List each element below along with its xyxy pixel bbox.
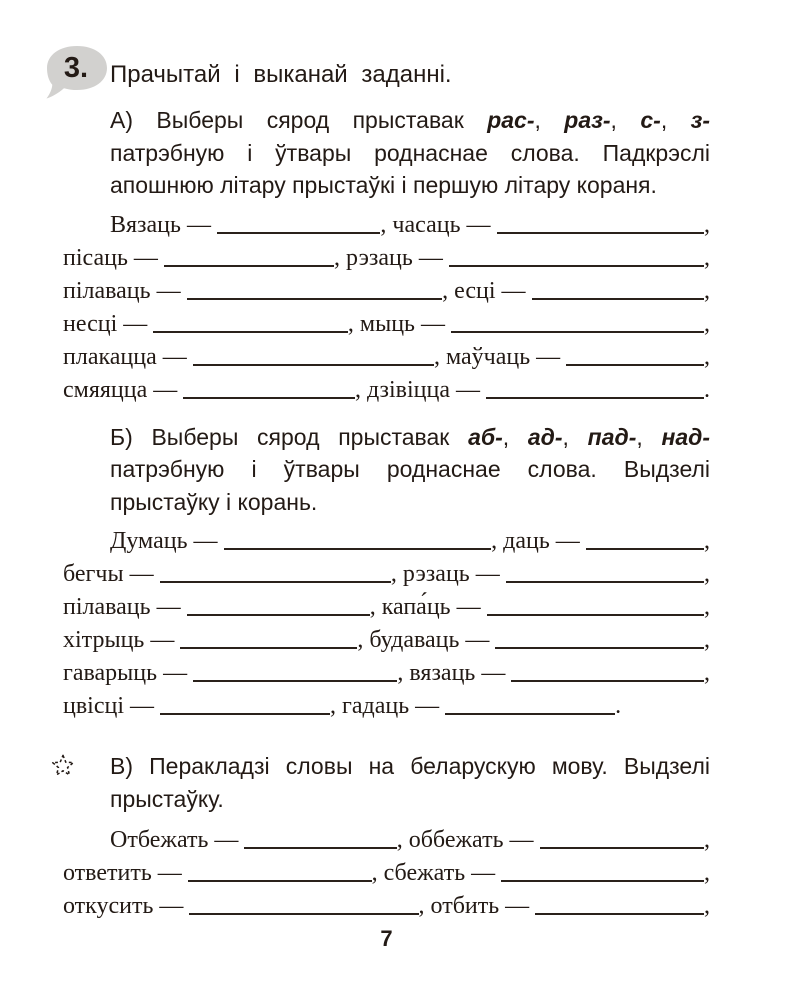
word-text: , оббежать — bbox=[396, 827, 540, 853]
section-a-instructions bbox=[110, 104, 710, 202]
word-line bbox=[63, 591, 710, 624]
word-text: , bbox=[704, 860, 710, 886]
answer-blank bbox=[180, 647, 357, 649]
word-text: , рэзаць — bbox=[334, 244, 449, 271]
word-text: Думаць — bbox=[110, 528, 224, 554]
answer-blank bbox=[497, 232, 704, 234]
text-run: патрэбную і ўтвары роднаснае слова. Выдзелі прыстаўку і корань. bbox=[110, 456, 710, 515]
word-text: , bbox=[704, 660, 710, 686]
section-c-instructions bbox=[110, 750, 710, 815]
word-text: , bbox=[704, 893, 710, 919]
word-text: , часаць — bbox=[380, 211, 497, 238]
text-run: А) Выберы сярод прыставак bbox=[110, 107, 488, 133]
section-a-wordlist bbox=[63, 209, 710, 407]
word-text: хітрыць — bbox=[63, 627, 181, 653]
word-line bbox=[63, 657, 710, 690]
word-line bbox=[63, 857, 710, 890]
word-text: , отбить — bbox=[418, 893, 536, 919]
answer-blank bbox=[244, 847, 396, 849]
word-text: , будаваць — bbox=[357, 627, 496, 653]
word-text: , даць — bbox=[491, 528, 586, 554]
word-text: плакацца — bbox=[63, 343, 193, 370]
answer-blank bbox=[506, 581, 704, 583]
word-text: пісаць — bbox=[63, 244, 164, 271]
answer-blank bbox=[449, 265, 704, 267]
prefix-term: рас- bbox=[487, 107, 535, 133]
word-text: , мыць — bbox=[347, 310, 451, 337]
word-line bbox=[63, 308, 710, 341]
word-text: бегчы — bbox=[63, 561, 160, 587]
section-c-wordlist bbox=[63, 824, 710, 923]
word-text: , bbox=[704, 528, 710, 554]
prefix-term: с- bbox=[640, 107, 661, 133]
word-text: , вязаць — bbox=[397, 660, 512, 686]
answer-blank bbox=[189, 913, 418, 915]
word-text: , bbox=[704, 561, 710, 587]
answer-blank bbox=[495, 647, 704, 649]
answer-blank bbox=[451, 331, 704, 333]
section-b-instructions bbox=[110, 421, 710, 519]
word-text: Вязаць — bbox=[110, 211, 217, 238]
word-text: , bbox=[704, 827, 710, 853]
word-line bbox=[63, 824, 710, 857]
word-text: пілаваць — bbox=[63, 594, 187, 620]
answer-blank bbox=[188, 880, 372, 882]
answer-blank bbox=[160, 581, 391, 583]
answer-blank bbox=[164, 265, 334, 267]
prefix-term: аб- bbox=[468, 423, 503, 450]
word-text: , bbox=[704, 211, 710, 238]
word-text: . bbox=[704, 376, 710, 403]
answer-blank bbox=[566, 364, 704, 366]
text-run: , bbox=[610, 107, 641, 133]
word-text: откусить — bbox=[63, 893, 190, 919]
word-line bbox=[63, 341, 710, 374]
answer-blank bbox=[160, 713, 330, 715]
word-line bbox=[63, 275, 710, 308]
answer-blank bbox=[501, 880, 704, 882]
word-text: , bbox=[704, 277, 710, 304]
exercise-title: Прачытай і выканай заданні. bbox=[110, 61, 452, 88]
answer-blank bbox=[586, 548, 704, 550]
word-text: несці — bbox=[63, 310, 154, 337]
prefix-term: над- bbox=[661, 423, 711, 450]
word-line bbox=[63, 690, 710, 723]
text-run: , bbox=[534, 107, 565, 133]
prefix-term: пад- bbox=[587, 423, 637, 450]
star-icon bbox=[50, 753, 76, 779]
prefix-term: ад- bbox=[527, 423, 563, 450]
text-run: , bbox=[636, 423, 662, 450]
word-line bbox=[63, 624, 710, 657]
answer-blank bbox=[224, 548, 492, 550]
text-run: , bbox=[660, 107, 691, 133]
word-text: , маўчаць — bbox=[433, 343, 567, 370]
word-text: , гадаць — bbox=[330, 693, 446, 719]
word-line bbox=[63, 525, 710, 558]
word-text: цвісці — bbox=[63, 693, 161, 719]
exercise-number: 3. bbox=[63, 52, 89, 84]
answer-blank bbox=[487, 614, 704, 616]
prefix-term: з- bbox=[690, 107, 711, 133]
word-text: , bbox=[704, 594, 710, 620]
word-line bbox=[63, 242, 710, 275]
word-text: , bbox=[704, 343, 710, 370]
word-text: , рэзаць — bbox=[390, 561, 506, 587]
word-text: ответить — bbox=[63, 860, 188, 886]
section-b-wordlist bbox=[63, 525, 710, 723]
word-text: . bbox=[615, 693, 622, 719]
text-run: В) Перакладзі словы на беларускую мову. Выдзелі прыстаўку. bbox=[110, 753, 710, 812]
text-run: патрэбную і ўтвары роднаснае слова. Падкрэслі апошнюю літару прыстаўкі і першую літару кораня. bbox=[110, 139, 710, 198]
answer-blank bbox=[511, 680, 704, 682]
answer-blank bbox=[187, 614, 370, 616]
page-number: 7 bbox=[380, 926, 393, 951]
exercise-number-bubble bbox=[44, 44, 110, 104]
answer-blank bbox=[187, 298, 443, 300]
word-line bbox=[63, 209, 710, 242]
answer-blank bbox=[532, 298, 704, 300]
text-run: , bbox=[502, 423, 528, 450]
word-text: гаварыць — bbox=[63, 660, 194, 686]
word-line bbox=[63, 890, 710, 923]
word-text: Отбежать — bbox=[110, 827, 245, 853]
prefix-term: раз- bbox=[564, 107, 611, 133]
answer-blank bbox=[217, 232, 380, 234]
word-text: , bbox=[704, 627, 710, 653]
answer-blank bbox=[193, 680, 397, 682]
answer-blank bbox=[183, 397, 355, 399]
answer-blank bbox=[193, 364, 434, 366]
text-run: Б) Выберы сярод прыставак bbox=[110, 423, 469, 450]
word-text: , bbox=[704, 244, 710, 271]
word-text: пілаваць — bbox=[63, 277, 187, 304]
word-line bbox=[63, 558, 710, 591]
word-text: , есці — bbox=[442, 277, 532, 304]
word-text: , bbox=[704, 310, 710, 337]
word-text: , дзівіцца — bbox=[355, 376, 487, 403]
word-text: смяяцца — bbox=[63, 376, 184, 403]
word-line bbox=[63, 374, 710, 407]
answer-blank bbox=[540, 847, 704, 849]
word-text: , капа́ць — bbox=[369, 594, 487, 620]
answer-blank bbox=[486, 397, 704, 399]
word-text: , сбежать — bbox=[371, 860, 502, 886]
answer-blank bbox=[153, 331, 348, 333]
answer-blank bbox=[445, 713, 615, 715]
text-run: , bbox=[562, 423, 588, 450]
answer-blank bbox=[535, 913, 704, 915]
